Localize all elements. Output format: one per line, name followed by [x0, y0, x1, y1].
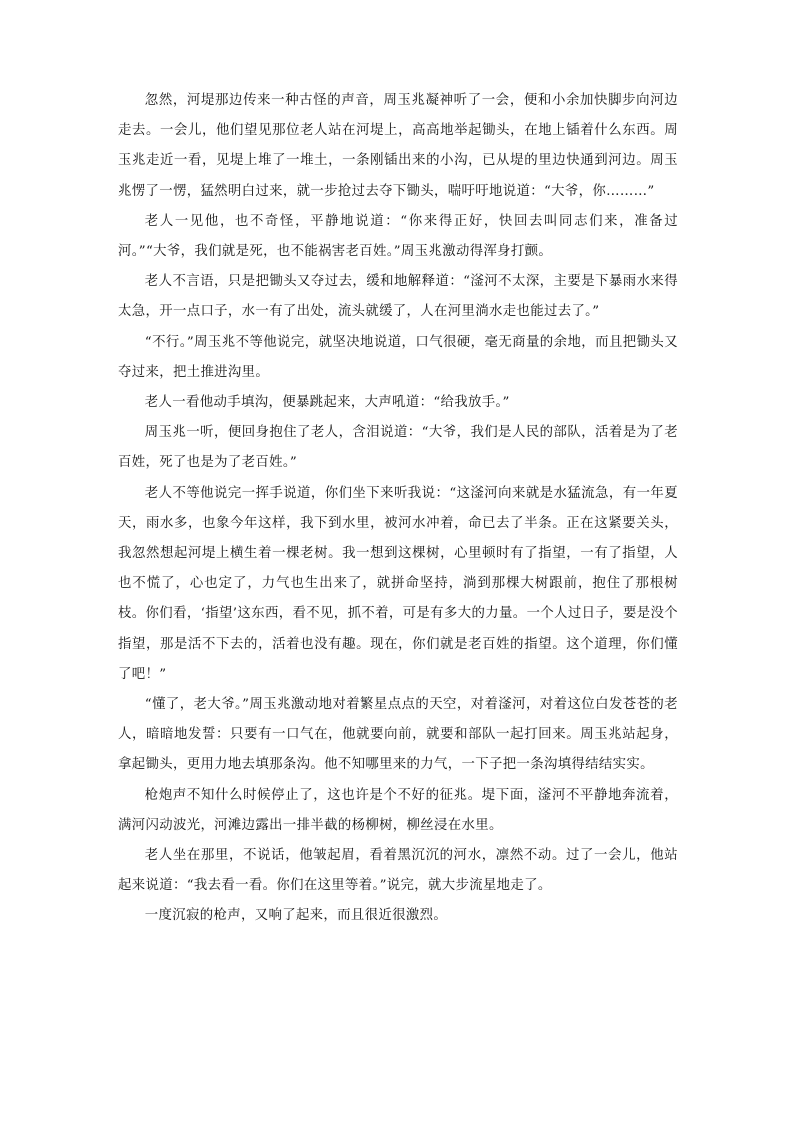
paragraph-5: 老人一看他动手填沟，便暴跳起来，大声吼道：“给我放手。” [144, 395, 510, 411]
paragraph-6: 周玉兆一听，便回身抱住了老人，含泪说道：“大爷，我们是人民的部队，活着是为了老百姓，死了也是为了老百姓。” [118, 425, 678, 471]
paragraph-7: 老人不等他说完一挥手说道，你们坐下来听我说：“这滏河向来就是水猛流急，有一年夏天，雨水多，也象今年这样，我下到水里，被河水冲着，命已去了半条。正在这紧要关头，我忽然想起河堤上横生着一棵老树。我一想到这棵树，心里顿时有了指望，一有了指望，人也不慌了，心也定了，力气也生出来了，就拼命坚持，淌到那棵大树跟前，抱住了那根树枝。你们看，‘指望’这东西，看不见，抓不着，可是有多大的力量。一个人过日子，要是没个指望，那是活不下去的，活着也没有趣。现在，你们就是老百姓的指望。这个道理，你们懂了吧！” [118, 485, 678, 682]
paragraph-4: “不行。”周玉兆不等他说完，就坚决地说道，口气很硬，毫无商量的余地，而且把锄头又夺过来，把土推进沟里。 [118, 334, 678, 380]
paragraph-1: 忽然，河堤那边传来一种古怪的声音，周玉兆凝神听了一会，便和小余加快脚步向河边走去。一会儿，他们望见那位老人站在河堤上，高高地举起锄头，在地上锸着什么东西。周玉兆走近一看，见堤上堆了一堆土，一条刚锸出来的小沟，已从堤的里边快通到河边。周玉兆愣了一愣，猛然明白过来，就一步抢过去夺下锄头，喘吁吁地说道：“大爷，你………” [118, 93, 678, 199]
document-page [118, 86, 678, 932]
paragraph-2: 老人一见他，也不奇怪，平静地说道：“你来得正好，快回去叫同志们来，准备过河。”“大爷，我们就是死，也不能祸害老百姓。”周玉兆激动得浑身打颤。 [118, 213, 678, 260]
paragraph-10: 老人坐在那里，不说话，他皱起眉，看着黑沉沉的河水，凛然不动。过了一会儿，他站起来说道：“我去看一看。你们在这里等着。”说完，就大步流星地走了。 [118, 848, 678, 894]
paragraph-3: 老人不言语，只是把锄头又夺过去，缓和地解释道：“滏河不太深，主要是下暴雨水来得太急，开一点口子，水一有了出处，流头就缓了，人在河里淌水走也能过去了。” [118, 274, 678, 320]
paragraph-9: 枪炮声不知什么时候停止了，这也许是个不好的征兆。堤下面，滏河不平静地奔流着，满河闪动波光，河滩边露出一排半截的杨柳树，柳丝浸在水里。 [118, 787, 678, 833]
paragraph-8: “懂了，老大爷。”周玉兆激动地对着繁星点点的天空，对着滏河，对着这位白发苍苍的老人，暗暗地发誓：只要有一口气在，他就要向前，就要和部队一起打回来。周玉兆站起身，拿起锄头，更用力地去填那条沟。他不知哪里来的力气，一下子把一条沟填得结结实实。 [118, 697, 678, 773]
paragraph-11: 一度沉寂的枪声，又响了起来，而且很近很激烈。 [144, 908, 448, 924]
